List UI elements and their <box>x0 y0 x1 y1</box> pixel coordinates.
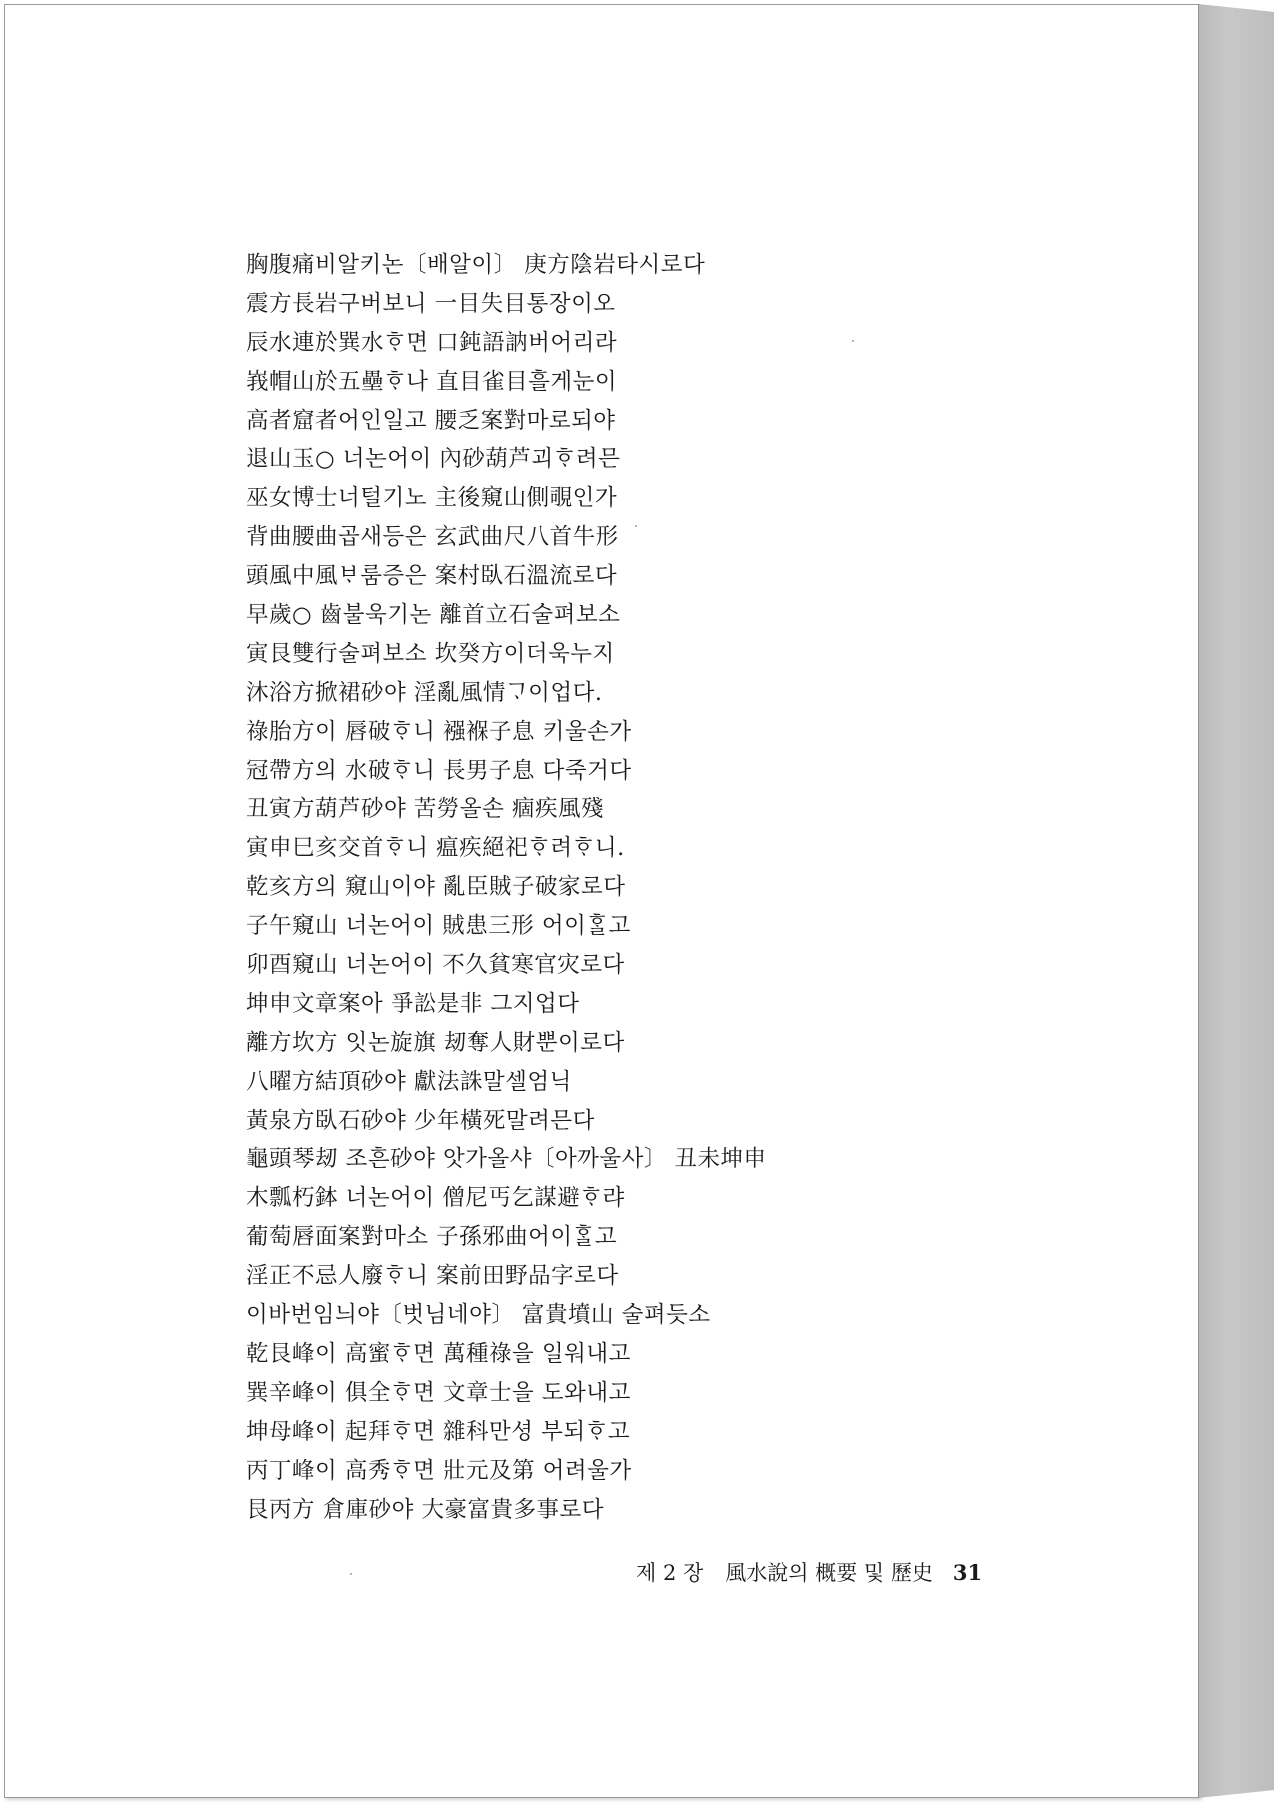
text-line: 坤母峰이 起拜ᄒᆞ면 雜科만셩 부되ᄒᆞ고 <box>246 1418 631 1445</box>
text-line: 龜頭琴刼 조흔砂야 앗가올샤〔아까울사〕 丑未坤申 <box>246 1146 767 1173</box>
text-line: 祿胎方이 唇破ᄒᆞ니 襁褓子息 키울손가 <box>246 718 632 745</box>
text-line: 沐浴方掀裙砂야 淫亂風情ᄀᆞ이업다. <box>246 679 603 706</box>
text-line: 丙丁峰이 高秀ᄒᆞ면 壯元及第 어려울가 <box>246 1457 632 1484</box>
text-line: 坤申文章案아 爭訟是非 그지업다 <box>246 990 580 1017</box>
text-line: 冠帶方의 水破ᄒᆞ니 長男子息 다죽거다 <box>246 757 632 784</box>
text-line: 巫女博士너털기노 主後窺山側覗인가 <box>246 485 618 512</box>
text-line: 이바번임늬야〔벗님네야〕 富貴墳山 술펴듯소 <box>246 1302 711 1329</box>
text-line: 丑寅方葫芦砂야 苦勞올손 痼疾風殘 <box>246 796 605 823</box>
text-line: 子午窺山 너논어이 賊患三形 어이ᄒᆞᆯ고 <box>246 913 631 940</box>
text-line: 早歲○ 齒불욱기논 離首立石술펴보소 <box>246 602 621 629</box>
footer-chapter: 제 2 장 <box>636 1561 704 1585</box>
text-line: 葡萄唇面案對마소 子孫邪曲어이ᄒᆞᆯ고 <box>246 1224 618 1251</box>
text-line: 乾亥方의 窺山이야 亂臣賊子破家로다 <box>246 874 626 901</box>
text-line: 黃泉方臥石砂야 少年橫死말려믄다 <box>246 1107 595 1134</box>
text-line: 辰水連於巽水ᄒᆞ면 口鈍語訥버어리라 <box>246 329 618 356</box>
scan-speck <box>852 340 854 342</box>
text-line: 離方坎方 잇논旋旗 刼奪人財뿐이로다 <box>246 1029 625 1056</box>
text-line: 淫正不忌人廢ᄒᆞ니 案前田野品字로다 <box>246 1263 619 1290</box>
text-line: 震方長岩구버보니 一目失目통장이오 <box>246 290 616 317</box>
text-line: 巽辛峰이 俱全ᄒᆞ면 文章士을 도와내고 <box>246 1379 631 1406</box>
footer-title: 風水說의 概要 및 歷史 <box>725 1561 933 1585</box>
text-line: 木瓢朽鉢 너논어이 僧尼丐乞謀避ᄒᆞ랴 <box>246 1185 625 1212</box>
verse-text-block <box>246 246 806 1529</box>
text-line: 背曲腰曲곱새등은 玄武曲尺八首牛形 <box>246 524 619 551</box>
text-line: 胸腹痛비알키논〔배알이〕 庚方陰岩타시로다 <box>246 252 706 278</box>
text-line: 峩帽山於五壘ᄒᆞ나 直目雀目흘게눈이 <box>246 368 618 395</box>
text-line: 八曜方結頂砂야 獻法誅말셀엄닉 <box>246 1068 572 1095</box>
text-line: 寅艮雙行술펴보소 坎癸方이더욱누지 <box>246 640 615 667</box>
text-line: 卯酉窺山 너논어이 不久貧寒官灾로다 <box>246 952 625 979</box>
text-line: 退山玉○ 너논어이 內砂葫芦괴ᄒᆞ려믄 <box>246 446 621 473</box>
scan-speck <box>350 1573 352 1575</box>
page-number: 31 <box>952 1560 983 1585</box>
page-stack-edge <box>1198 4 1274 1798</box>
text-line: 乾艮峰이 高蜜ᄒᆞ면 萬種祿을 일워내고 <box>246 1340 631 1367</box>
running-footer <box>636 1556 982 1590</box>
text-line: 頭風中風ᄇᆞ룸증은 案村臥石溫流로다 <box>246 563 618 590</box>
page-edge-line <box>1198 4 1199 1798</box>
text-line: 寅申巳亥交首ᄒᆞ니 瘟疾絕祀ᄒᆞ려ᄒᆞ니. <box>246 835 625 862</box>
text-line: 艮丙方 倉庫砂야 大豪富貴多事로다 <box>246 1496 605 1523</box>
text-line: 高者窟者어인일고 腰乏案對마로되야 <box>246 407 616 434</box>
